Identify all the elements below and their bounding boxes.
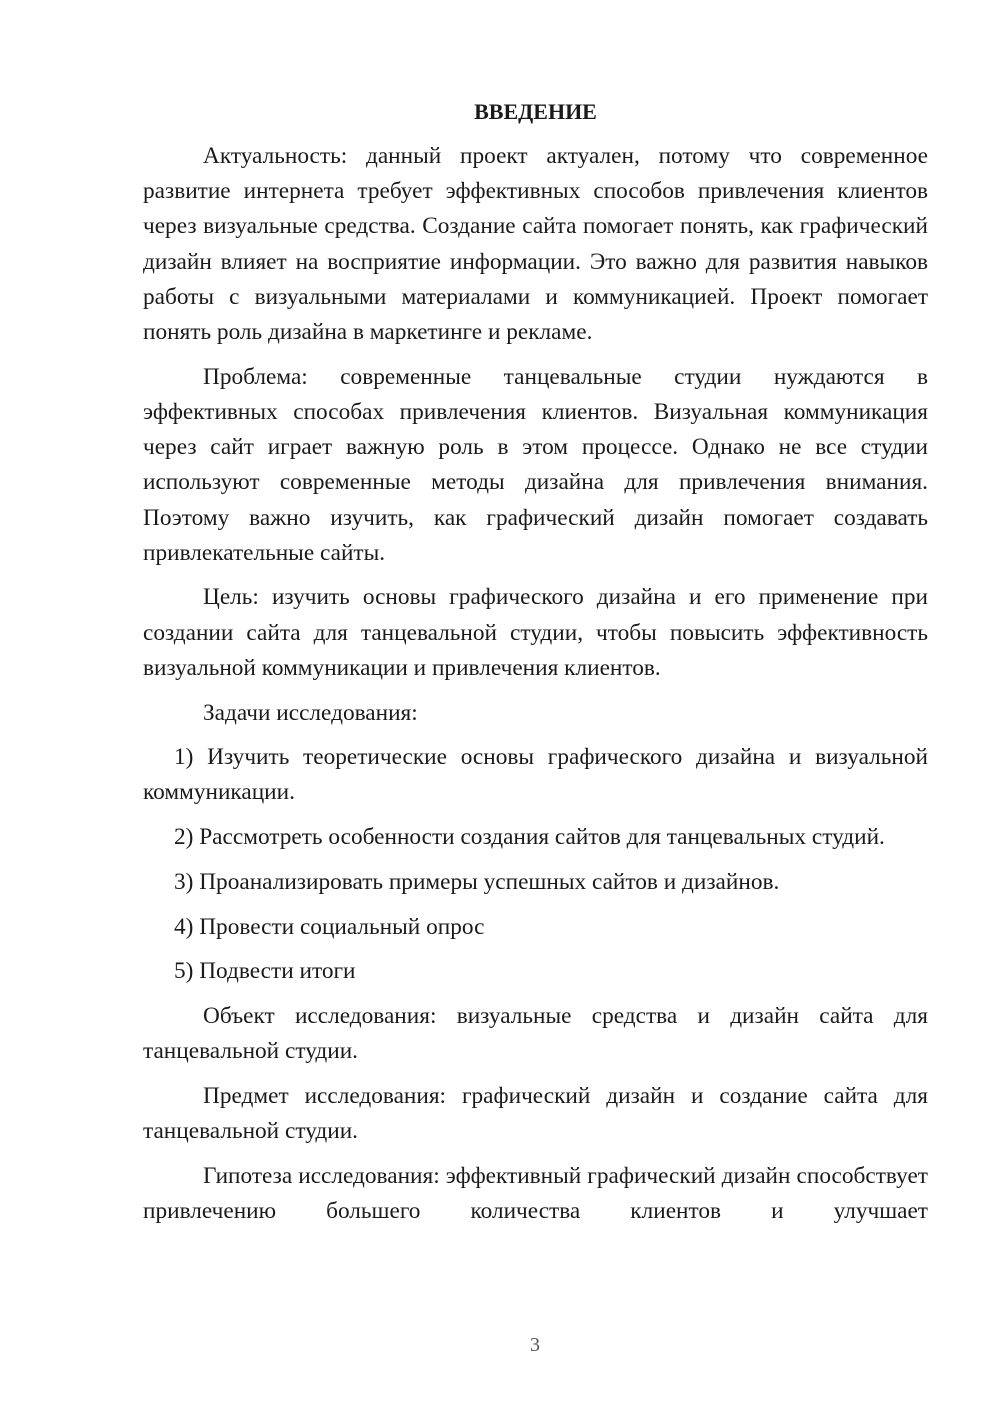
task-item-5: 5) Подвести итоги	[174, 958, 356, 985]
task-item-4: 4) Провести социальный опрос	[174, 913, 485, 940]
document-body	[143, 94, 928, 1239]
paragraph-object: Объект исследования: визуальные средства и дизайн сайта для танцевальной студии.	[143, 1002, 928, 1065]
task-item-2: 2) Рассмотреть особенности создания сайтов для танцевальных студий.	[174, 824, 885, 851]
task-item-3: 3) Проанализировать примеры успешных сайтов и дизайнов.	[174, 868, 780, 895]
paragraph-goal: Цель: изучить основы графического дизайна и его применение при создании сайта для танцевальной студии, чтобы повысить эффективность визуальной коммуникации и привлечения клиентов.	[143, 584, 928, 681]
paragraph-relevance: Актуальность: данный проект актуален, потому что современное развитие интернета требует эффективных способов привлечения клиентов через визуальные средства. Создание сайта помогает понять, как графический дизайн влияет на восприятие информации. Это важно для развития навыков работы с визуальными материалами и коммуникацией. Проект помогает понять роль дизайна в маркетинге и рекламе.	[143, 143, 928, 346]
paragraph-subject: Предмет исследования: графический дизайн и создание сайта для танцевальной студии.	[143, 1082, 928, 1145]
section-heading: ВВЕДЕНИЕ	[474, 99, 597, 124]
task-item-1: 1) Изучить теоретические основы графического дизайна и визуальной коммуникации.	[143, 744, 928, 806]
paragraph-problem: Проблема: современные танцевальные студии нуждаются в эффективных способах привлечения клиентов. Визуальная коммуникация через сайт играет важную роль в этом процессе. Однако не все студии используют современные методы дизайна для привлечения внимания. Поэтому важно изучить, как графический дизайн помогает создавать привлекательные сайты.	[143, 363, 928, 566]
page-number: 3	[530, 1334, 540, 1356]
paragraph-hypothesis: Гипотеза исследования: эффективный графический дизайн способствует привлечению большего количества клиентов и улучшает	[143, 1162, 928, 1224]
paragraph-tasks-intro: Задачи исследования:	[203, 699, 418, 726]
